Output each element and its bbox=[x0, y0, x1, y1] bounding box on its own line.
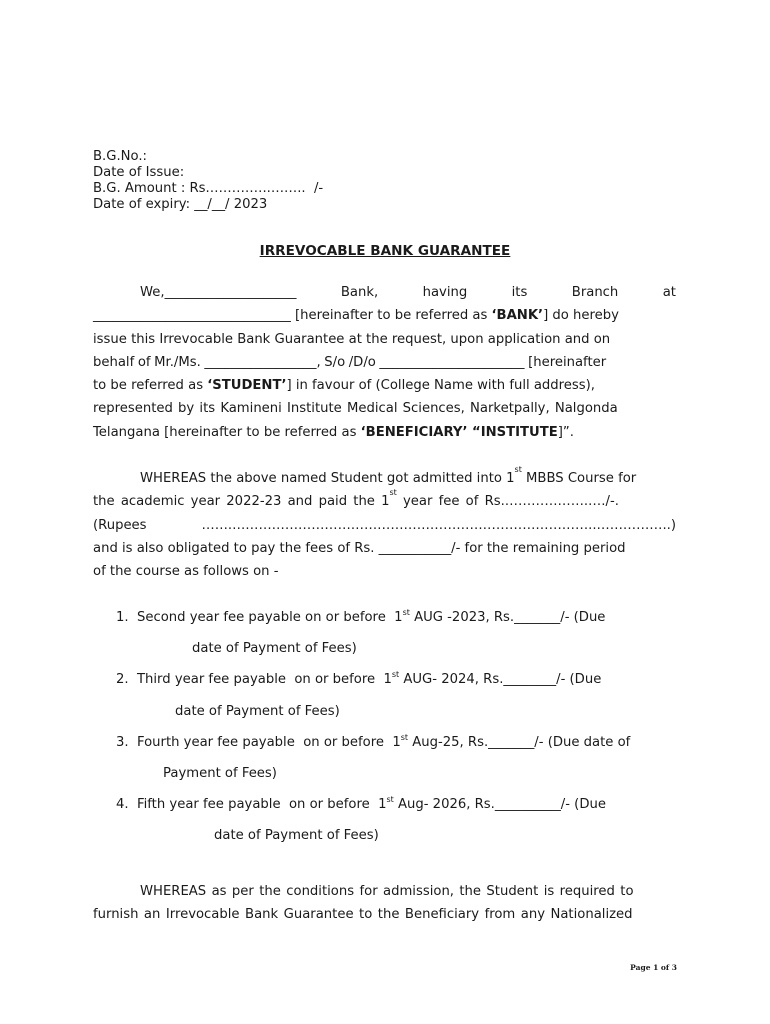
para1-line2: ______________________________ [hereinafter to be referred as ‘BANK’] do hereby bbox=[93, 308, 619, 324]
para1-line6: represented by its Kamineni Institute Medical Sciences, Narketpally, Nalgonda bbox=[93, 401, 618, 417]
paragraph-admission bbox=[93, 467, 676, 583]
list-item-1: 1. Second year fee payable on or before 1st AUG -2023, Rs._______/- (Due bbox=[116, 608, 606, 625]
para1-line5: to be referred as ‘STUDENT’] in favour of (College Name with full address), bbox=[93, 378, 595, 394]
list-item-3-cont: Payment of Fees) bbox=[163, 766, 277, 781]
para1-line1: We,____________________ Bank, having its Branch at bbox=[140, 285, 676, 300]
document-title: IRREVOCABLE BANK GUARANTEE bbox=[259, 243, 511, 259]
date-of-expiry: Date of expiry: __/__/ 2023 bbox=[93, 197, 268, 212]
para1-line3: issue this Irrevocable Bank Guarantee at the request, upon application and on bbox=[93, 331, 611, 347]
list-item-2: 2. Third year fee payable on or before 1st AUG- 2024, Rs.________/- (Due bbox=[116, 670, 602, 687]
para1-line4: behalf of Mr./Ms. _________________, S/o /D/o ______________________ [hereinafter bbox=[93, 354, 607, 370]
para1-line7: Telangana [hereinafter to be referred as ‘BENEFICIARY’ “INSTITUTE]”. bbox=[93, 424, 574, 440]
page-number: Page 1 of 3 bbox=[630, 963, 677, 972]
list-item-2-cont: date of Payment of Fees) bbox=[175, 704, 340, 719]
para2-line3: (Rupees …….………………………………………………………………………..……………..) bbox=[93, 517, 676, 533]
para2-line4: and is also obligated to pay the fees of Rs. ___________/- for the remaining period bbox=[93, 540, 626, 556]
list-item-4: 4. Fifth year fee payable on or before 1st Aug- 2026, Rs.__________/- (Due bbox=[116, 795, 606, 812]
para2-line2: the academic year 2022-23 and paid the 1st year fee of Rs.………………..…/-. bbox=[93, 488, 619, 510]
para2-line1: WHEREAS the above named Student got admitted into 1st MBBS Course for bbox=[140, 465, 637, 486]
para2-line5: of the course as follows on - bbox=[93, 564, 279, 580]
paragraph-conditions bbox=[93, 880, 676, 927]
bg-amount: B.G. Amount : Rs.…………..…….. /- bbox=[93, 181, 324, 196]
para3-line2: furnish an Irrevocable Bank Guarantee to the Beneficiary from any Nationalized bbox=[93, 907, 633, 923]
date-of-issue: Date of Issue: bbox=[93, 165, 185, 180]
para3-line1: WHEREAS as per the conditions for admission, the Student is required to bbox=[140, 884, 634, 899]
bg-number: B.G.No.: bbox=[93, 149, 147, 164]
list-item-1-cont: date of Payment of Fees) bbox=[192, 641, 357, 656]
guarantee-details bbox=[93, 149, 323, 213]
list-item-4-cont: date of Payment of Fees) bbox=[214, 828, 379, 843]
paragraph-bank-declaration bbox=[93, 281, 676, 444]
list-item-3: 3. Fourth year fee payable on or before 1st Aug-25, Rs._______/- (Due date of bbox=[116, 733, 631, 750]
